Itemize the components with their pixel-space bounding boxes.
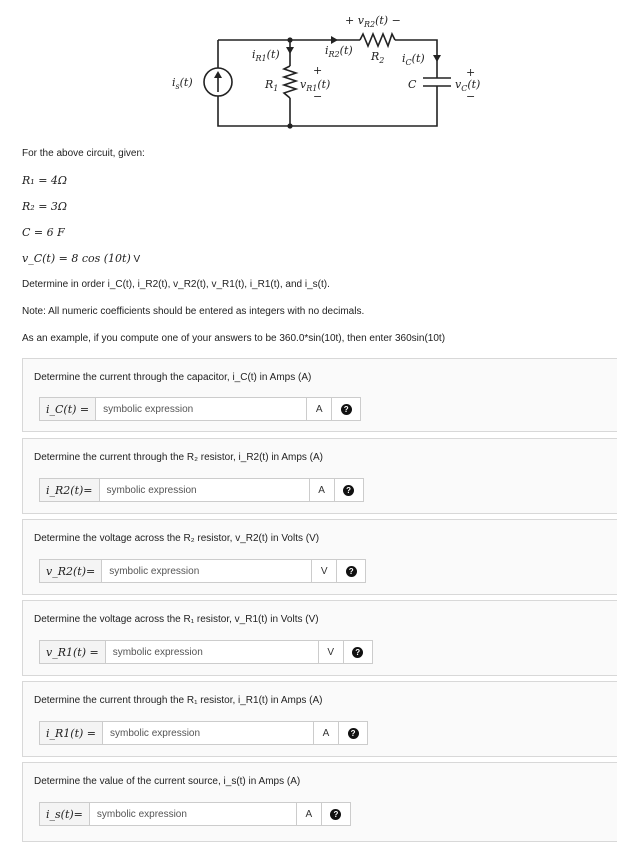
vc-given: v_C(t) = 8 cos (10t) (22, 252, 131, 265)
help-icon: ? (343, 485, 354, 496)
help-icon: ? (341, 404, 352, 415)
r2-label: $R_2$ (371, 50, 385, 65)
help-icon: ? (346, 566, 357, 577)
ic-label: $i_C(t)$ (402, 52, 425, 67)
ir1-label: $i_{R1}(t)$ (252, 48, 280, 63)
question-prompt: Determine the voltage across the R₁ resistor, v_R1(t) in Volts (V) (34, 614, 319, 625)
help-button[interactable] (343, 641, 372, 663)
ic-arrow-icon (433, 55, 441, 62)
field-label: i_R1(t) = (40, 722, 103, 744)
question-ir2 (22, 438, 617, 514)
node-top (287, 37, 292, 42)
help-button[interactable] (321, 803, 350, 825)
intro-text: For the above circuit, given: (22, 148, 145, 159)
r2-resistor (360, 34, 395, 46)
vc-plus: + (466, 66, 476, 79)
field-label: i_R2(t)= (40, 479, 100, 501)
unit-label: V (311, 560, 336, 582)
question-prompt: Determine the voltage across the R₂ resistor, v_R2(t) in Volts (V) (34, 533, 320, 544)
node-bottom (287, 123, 292, 128)
help-button[interactable] (334, 479, 363, 501)
help-button[interactable] (331, 398, 360, 420)
vc-given-row (22, 252, 140, 265)
question-prompt: Determine the current through the R₂ resistor, i_R2(t) in Amps (A) (34, 452, 323, 463)
r2-given: R₂ = 3Ω (22, 200, 68, 213)
answer-field (39, 397, 361, 421)
vr1-input[interactable] (106, 641, 318, 663)
circuit-diagram (0, 0, 617, 140)
answer-field (39, 640, 373, 664)
question-vr2 (22, 519, 617, 595)
question-ic (22, 358, 617, 432)
vr1-label: $v_{R1}(t)$ (300, 78, 331, 93)
help-button[interactable] (336, 560, 365, 582)
help-icon: ? (352, 647, 363, 658)
help-icon: ? (330, 809, 341, 820)
field-label: v_R1(t) = (40, 641, 106, 663)
vc-label: $v_C(t)$ (455, 78, 481, 93)
example-text: As an example, if you compute one of your answers to be 360.0*sin(10t), then enter 360sin(10t) (22, 333, 446, 344)
order-text: Determine in order i_C(t), i_R2(t), v_R2(t), v_R1(t), i_R1(t), and i_s(t). (22, 279, 330, 290)
ir1-arrow-icon (286, 47, 294, 54)
vr1-plus: + (313, 64, 323, 77)
capacitor-label: C (408, 78, 417, 91)
unit-label: A (296, 803, 321, 825)
answer-field (39, 478, 364, 502)
vc-minus: − (466, 90, 476, 103)
question-prompt: Determine the value of the current source, i_s(t) in Amps (A) (34, 776, 301, 787)
question-prompt: Determine the current through the capacitor, i_C(t) in Amps (A) (34, 372, 312, 383)
vr2-label: + $v_{R2}(t)$ − (345, 14, 401, 29)
note-text: Note: All numeric coefficients should be entered as integers with no decimals. (22, 306, 365, 317)
question-vr1 (22, 600, 617, 676)
c-given: C = 6 F (22, 226, 65, 239)
help-button[interactable] (338, 722, 367, 744)
question-is (22, 762, 617, 842)
question-prompt: Determine the current through the R₁ resistor, i_R1(t) in Amps (A) (34, 695, 323, 706)
ic-input[interactable] (96, 398, 306, 420)
ir2-arrow-icon (331, 36, 338, 44)
answer-field (39, 559, 366, 583)
ir2-input[interactable] (100, 479, 309, 501)
answer-field (39, 802, 351, 826)
is-label: $i_s(t)$ (172, 76, 193, 91)
help-icon: ? (348, 728, 359, 739)
ir2-label: $i_{R2}(t)$ (325, 44, 353, 59)
answer-field (39, 721, 368, 745)
ir1-input[interactable] (103, 722, 313, 744)
vr1-minus: − (313, 90, 323, 103)
unit-label: A (313, 722, 338, 744)
vc-given-unit: V (133, 254, 141, 265)
is-input[interactable] (90, 803, 296, 825)
r1-resistor (284, 66, 296, 98)
field-label: i_C(t) = (40, 398, 96, 420)
question-ir1 (22, 681, 617, 757)
unit-label: V (318, 641, 343, 663)
r1-label: $R_1$ (265, 78, 279, 93)
unit-label: A (306, 398, 331, 420)
unit-label: A (309, 479, 334, 501)
field-label: v_R2(t)= (40, 560, 102, 582)
field-label: i_s(t)= (40, 803, 90, 825)
r1-given: R₁ = 4Ω (22, 174, 68, 187)
vr2-input[interactable] (102, 560, 311, 582)
